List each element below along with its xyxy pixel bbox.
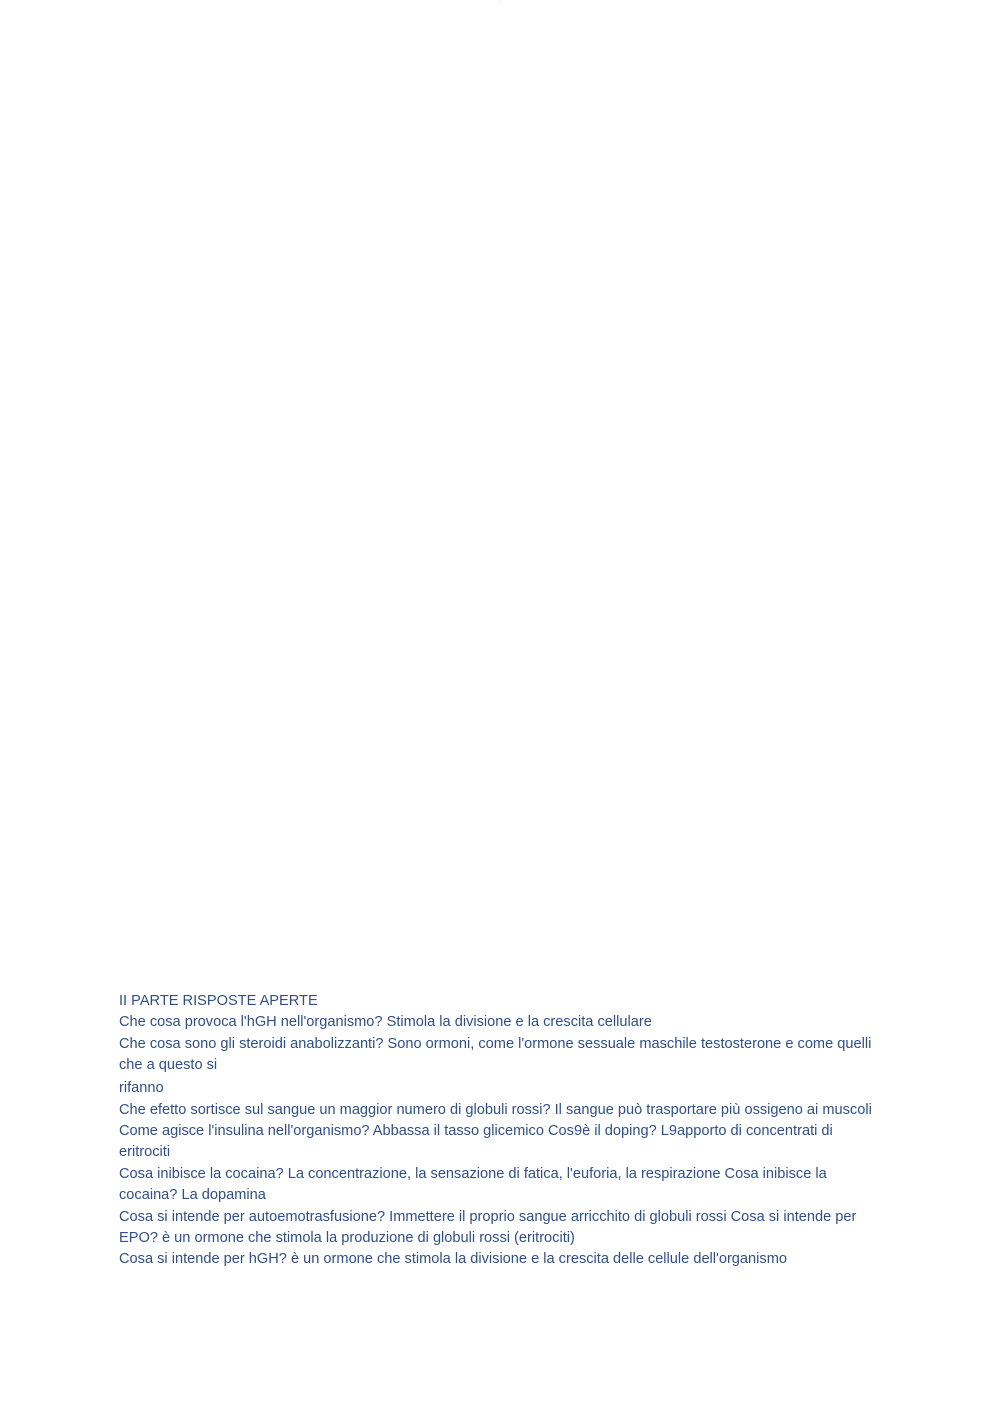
- section-title: II PARTE RISPOSTE APERTE: [119, 993, 318, 1009]
- paragraph: Che cosa provoca l'hGH nell'organismo? Stimola la divisione e la crescita cellulare: [119, 1014, 652, 1031]
- document-body: [119, 991, 879, 1271]
- paragraph: Cosa inibisce la cocaina? La concentrazione, la sensazione di fatica, l'euforia, la respirazione Cosa inibisce la cocaina? La dopamina: [119, 1165, 827, 1204]
- paragraph: Cosa si intende per autoemotrasfusione? Immettere il proprio sangue arricchito di globuli rossi Cosa si intende per EPO? è un ormone che stimola la produzione di globuli rossi (eritrociti): [119, 1208, 857, 1246]
- paragraph: rifanno: [119, 1080, 164, 1097]
- paragraph: Cosa si intende per hGH? è un ormone che stimola la divisione e la crescita delle cellule dell'organismo: [119, 1251, 787, 1268]
- paragraph: Come agisce l'insulina nell'organismo? Abbassa il tasso glicemico Cos9è il doping? L9apporto di concentrati di eritrociti: [119, 1122, 833, 1161]
- paragraph: Che efetto sortisce sul sangue un maggior numero di globuli rossi? Il sangue può trasportare più ossigeno ai muscoli: [119, 1101, 872, 1118]
- page-header-mark: ····: [497, 0, 503, 4]
- paragraph: Che cosa sono gli steroidi anabolizzanti? Sono ormoni, come l'ormone sessuale maschile testosterone e come quelli che a questo si: [119, 1035, 872, 1074]
